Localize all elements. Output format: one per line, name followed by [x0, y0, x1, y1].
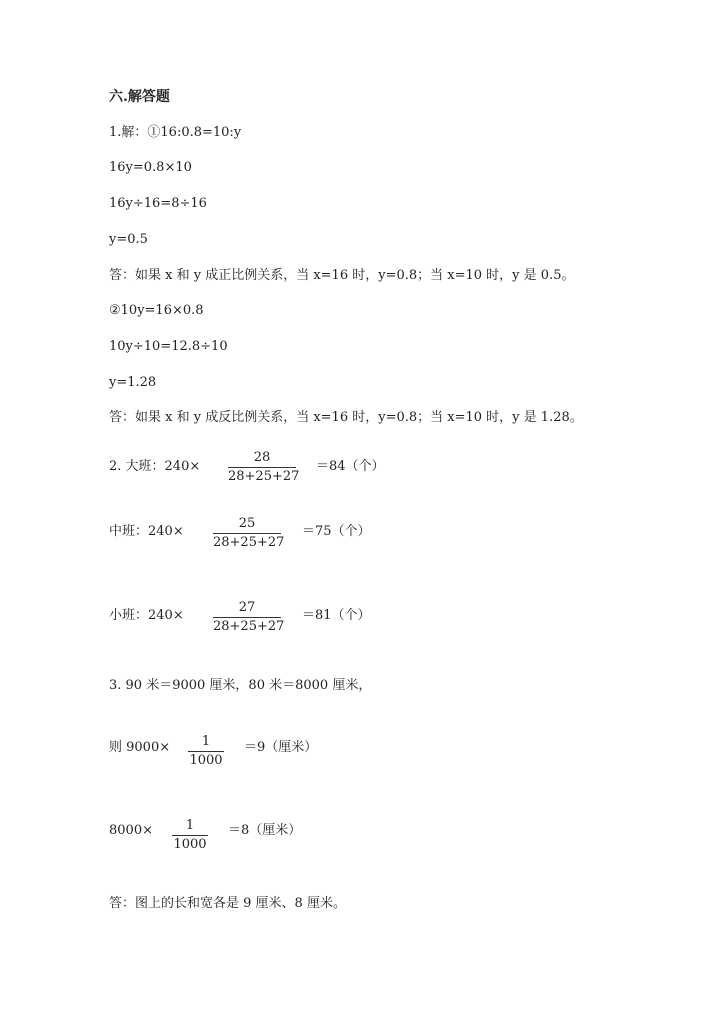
- q2-small-prefix: 小班：240×: [109, 608, 184, 623]
- q3-eq2-prefix: 8000×: [109, 823, 153, 838]
- fraction-bar: [213, 533, 281, 534]
- q3-eq2-result: ＝8（厘米）: [228, 823, 302, 838]
- q1-answer-1: 答：如果 x 和 y 成正比例关系，当 x=16 时，y=0.8；当 x=10 时，y 是 0.5。: [109, 268, 575, 283]
- fraction-numerator: 25: [238, 516, 256, 531]
- section-title: 六.解答题: [109, 89, 170, 105]
- q3-eq1-prefix: 则 9000×: [109, 740, 171, 755]
- fraction-denominator: 1000: [189, 753, 223, 768]
- q2-mid-result: ＝75（个）: [302, 524, 371, 539]
- fraction-numerator: 1: [201, 734, 211, 749]
- q1-line-3: 16y÷16=8÷16: [109, 196, 207, 211]
- q3-eq1-result: ＝9（厘米）: [244, 740, 318, 755]
- q1-line-2: 16y=0.8×10: [109, 160, 192, 175]
- q2-big-fraction: [228, 450, 300, 485]
- q3-eq2-fraction: [172, 818, 208, 853]
- q1-answer-2: 答：如果 x 和 y 成反比例关系，当 x=16 时，y=0.8；当 x=10 时，y 是 1.28。: [109, 410, 583, 425]
- fraction-denominator: 28+25+27: [213, 535, 285, 550]
- q1-line-1: 1.解：①16:0.8=10:y: [109, 125, 242, 140]
- q3-answer: 答：图上的长和宽各是 9 厘米、8 厘米。: [109, 896, 346, 911]
- fraction-numerator: 28: [253, 450, 271, 465]
- q2-small-fraction: [213, 600, 285, 635]
- q2-big-result: ＝84（个）: [316, 459, 385, 474]
- q2-mid-fraction: [213, 516, 285, 551]
- fraction-denominator: 1000: [173, 837, 207, 852]
- fraction-bar: [188, 751, 224, 752]
- q3-eq1-fraction: [188, 734, 224, 769]
- q1-line-7: 10y÷10=12.8÷10: [109, 339, 228, 354]
- q1-line-4: y=0.5: [109, 232, 148, 247]
- q2-mid-prefix: 中班：240×: [109, 524, 184, 539]
- fraction-denominator: 28+25+27: [228, 469, 300, 484]
- q3-line-1: 3. 90 米＝9000 厘米，80 米＝8000 厘米，: [109, 678, 372, 693]
- fraction-bar: [172, 835, 208, 836]
- q1-line-6: ②10y=16×0.8: [109, 303, 204, 318]
- fraction-numerator: 27: [238, 600, 256, 615]
- fraction-bar: [213, 617, 281, 618]
- q1-line-8: y=1.28: [109, 375, 157, 390]
- fraction-denominator: 28+25+27: [213, 619, 285, 634]
- fraction-numerator: 1: [185, 818, 195, 833]
- q2-small-result: ＝81（个）: [302, 608, 371, 623]
- q2-big-prefix: 2. 大班：240×: [109, 459, 201, 474]
- fraction-bar: [228, 467, 296, 468]
